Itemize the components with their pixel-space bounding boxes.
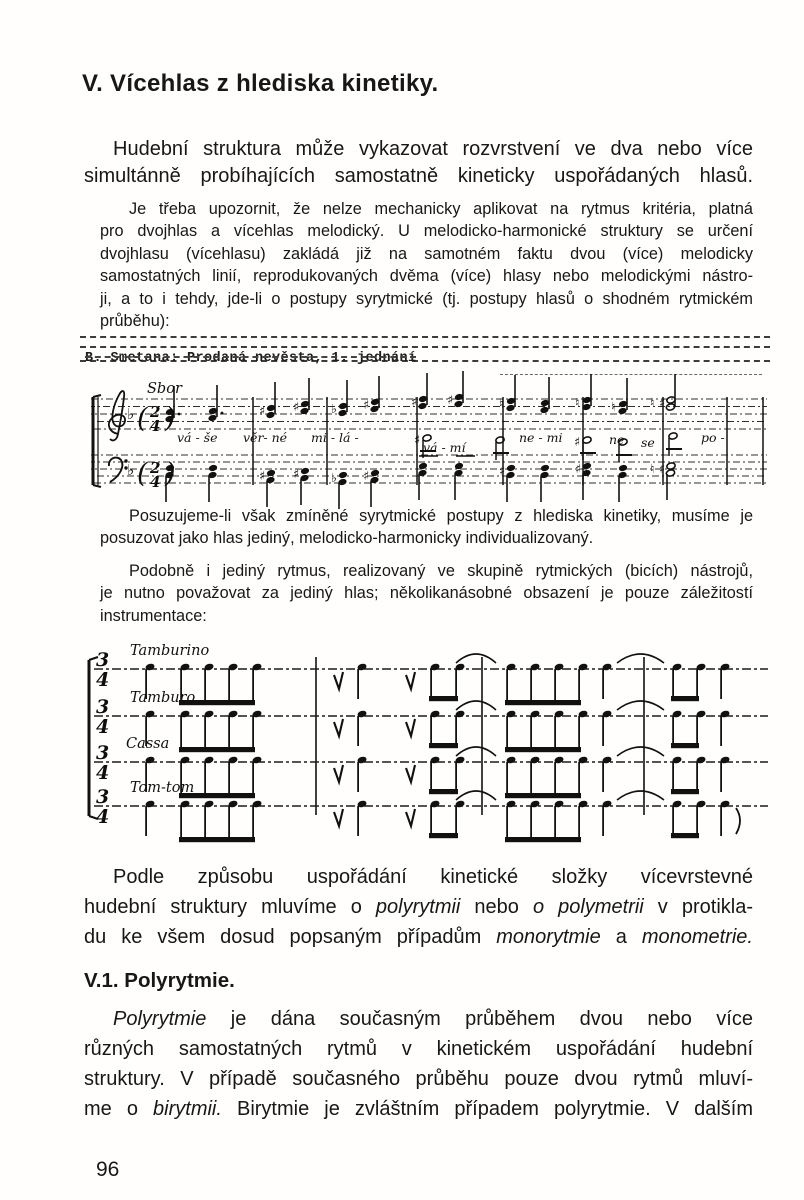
notation-glyph [666, 403, 676, 411]
tie-arc [456, 791, 496, 800]
notation-glyph [671, 696, 699, 701]
notation-glyph [93, 395, 101, 397]
accidental-icon: ♯ [575, 461, 582, 476]
notation-glyph [93, 485, 101, 487]
notation-glyph [429, 696, 458, 701]
accidental-icon: ♯ [574, 434, 581, 449]
paragraph [100, 505, 753, 550]
eighth-rest-icon [406, 719, 415, 736]
chapter-heading: V. Vícehlas z hlediska kinetiky. [82, 70, 439, 97]
text-line: ji, a to i tehdy, jde-li o postupy syrytmické (tj. postupy hlasů o shodném rytmickém [100, 289, 753, 308]
tie-arc [617, 654, 664, 663]
lyric: po - [701, 430, 725, 445]
notation-glyph [505, 793, 581, 798]
notation-glyph [506, 404, 516, 412]
text-line: Podobně i jediný rytmus, realizovaný ve skupině rytmických (bicích) nástrojů, [129, 562, 753, 580]
text-line: simultánně probíhajících samostatně kineticky uspořádaných hlasů. [84, 165, 753, 187]
accidental-icon: ♯ [499, 463, 506, 478]
notation-glyph [454, 400, 464, 408]
tie-arc [456, 701, 496, 710]
figure-caption: B. Smetana: Prodaná nevěsta, 1. jednání [85, 351, 417, 366]
accidental-icon: ♮ [650, 395, 655, 410]
notation-glyph [429, 833, 458, 838]
text-line: Posuzujeme-li však zmíněné syrytmické postupy z hlediska kinetiky, musíme je [129, 507, 753, 525]
accidental-icon: ♯ [293, 399, 300, 414]
time-signature-paren: ( [137, 403, 148, 434]
notation-glyph [208, 414, 218, 422]
accidental-icon: ♯ [363, 397, 370, 412]
instrument-label: Tamburo [130, 690, 196, 706]
text-line: pro dvojhlas a vícehlas melodický. U melodicko-harmonické struktury se určení [100, 222, 753, 241]
notation-glyph [429, 743, 458, 748]
accidental-icon: ♭ [331, 470, 337, 485]
lyric: vá - še [177, 430, 218, 445]
notation-glyph [505, 700, 581, 705]
accidental-icon: ♮ [611, 399, 616, 414]
page-number: 96 [96, 1158, 120, 1181]
notation-glyph [671, 743, 699, 748]
notation-glyph [618, 464, 628, 472]
paragraph-note [100, 198, 753, 332]
notation-glyph [736, 808, 740, 834]
time-signature-paren: ( [137, 458, 148, 489]
accidental-icon: ♯ [411, 394, 418, 409]
accidental-icon: ♯ [659, 395, 666, 410]
lyric: se [641, 435, 655, 450]
notation-glyph [300, 467, 310, 475]
time-signature-numerator: 2 [150, 403, 161, 421]
lyric: mi - lá - [311, 430, 359, 445]
text-line: hudební struktury mluvíme o polyrytmii nebo o polymetrii v protikla- [84, 896, 754, 918]
notation-glyph [208, 464, 218, 472]
paragraph [100, 560, 753, 627]
eighth-rest-icon [334, 809, 343, 826]
tie-arc [617, 791, 664, 800]
accidental-icon: ♯ [659, 461, 666, 476]
text-line: různých samostatných rytmů v kinetickém uspořádání hudební [84, 1038, 753, 1060]
notation-glyph [429, 789, 458, 794]
eighth-rest-icon [406, 672, 415, 689]
time-signature-denominator: 4 [96, 669, 110, 691]
lyric: vá - mí [423, 440, 466, 455]
smetana-score-figure [75, 378, 775, 503]
percussion-rhythm-figure [78, 633, 778, 851]
text-line: dvojhlasu (vícehlasu) zakládá již na samotném faktu dvou (více) melodicky [100, 244, 753, 263]
paragraph [84, 1004, 753, 1124]
paragraph [84, 862, 753, 952]
notation-glyph [505, 837, 581, 842]
choir-label: Sbor [147, 381, 182, 397]
time-signature-paren: ) [165, 403, 176, 434]
lyric: ne - mi [519, 430, 563, 445]
flat-icon: ♭ [127, 405, 135, 423]
time-signature-denominator: 4 [96, 806, 110, 828]
rhythm-notes [145, 701, 731, 752]
notation-glyph [506, 464, 516, 472]
text-line: posuzovat jako hlas jediný, melodicko-harmonicky individualizovaný. [100, 529, 594, 548]
text-line: du ke všem dosud popsaným případům monorytmie a monometrie. [84, 926, 753, 948]
dashed-rule [80, 346, 770, 348]
text-line: Polyrytmie je dána současným průběhem dvou nebo více [113, 1008, 753, 1030]
accidental-icon: ♯ [447, 392, 454, 407]
lyric: věr- né [243, 430, 288, 445]
tie-arc [456, 747, 496, 756]
text-line: je nutno považovat za jediný hlas; několikanásobné obsazení je pouze záležitostí [100, 584, 753, 603]
notation-glyph [671, 833, 699, 838]
notation-glyph [179, 747, 255, 752]
accidental-icon: ♮ [650, 461, 655, 476]
notation-glyph [221, 412, 224, 415]
accidental-icon: ♮ [499, 396, 504, 411]
text-line: průběhu): [100, 312, 170, 331]
notation-glyph [179, 837, 255, 842]
time-signature-denominator: 4 [96, 762, 110, 784]
eighth-rest-icon [334, 765, 343, 782]
accidental-icon: ♯ [259, 403, 266, 418]
notation-glyph [540, 406, 550, 414]
text-line: samostatných linií, reprodukovaných dvěma (více) hlasy nebo melodickými nástro- [100, 267, 753, 286]
time-signature-paren: ) [165, 458, 176, 489]
section-heading: V.1. Polyrytmie. [84, 969, 235, 992]
flat-icon: ♭ [127, 461, 135, 479]
lyric: ne [609, 432, 625, 447]
text-line: Hudební struktura může vykazovat rozvrstvení ve dva nebo více [113, 138, 753, 160]
rhythm-notes [145, 654, 731, 705]
time-signature-numerator: 3 [96, 742, 110, 764]
time-signature-denominator: 4 [150, 417, 161, 435]
eighth-rest-icon [406, 765, 415, 782]
time-signature-denominator: 4 [150, 473, 161, 491]
dashed-rule [500, 374, 762, 375]
rhythm-notes [145, 791, 740, 842]
time-signature-numerator: 3 [96, 649, 110, 671]
accidental-icon: ♯ [259, 468, 266, 483]
eighth-rest-icon [334, 672, 343, 689]
notation-glyph [540, 464, 550, 472]
eighth-rest-icon [334, 719, 343, 736]
notation-glyph [418, 402, 428, 410]
notation-glyph [338, 409, 348, 417]
time-signature-numerator: 3 [96, 786, 110, 808]
tie-arc [617, 747, 664, 756]
accidental-icon: ♯ [414, 432, 421, 447]
text-line: Je třeba upozornit, že nelze mechanicky aplikovat na rytmus kritéria, platná [129, 200, 753, 218]
paragraph-intro [84, 136, 753, 190]
text-line: Podle způsobu uspořádání kinetické složky vícevrstevné [113, 866, 753, 888]
notation-glyph [338, 471, 348, 479]
time-signature-numerator: 3 [96, 696, 110, 718]
text-line: struktury. V případě současného průběhu pouze dvou rytmů mluví- [84, 1068, 753, 1090]
instrument-label: Tamburino [130, 643, 210, 659]
tie-arc [456, 654, 496, 663]
text-line: instrumentace: [100, 606, 207, 625]
instrument-label: Tom-tom [130, 780, 195, 796]
accidental-icon: ♯ [363, 468, 370, 483]
accidental-icon: ♯ [293, 466, 300, 481]
tie-arc [617, 701, 664, 710]
notation-glyph [178, 413, 181, 416]
dashed-rule [80, 336, 770, 338]
notation-glyph [505, 747, 581, 752]
time-signature-denominator: 4 [96, 716, 110, 738]
instrument-label: Cassa [126, 736, 170, 752]
notation-glyph [266, 411, 276, 419]
bass-clef-icon [109, 458, 122, 482]
notation-glyph [671, 789, 699, 794]
eighth-rest-icon [406, 809, 415, 826]
accidental-icon: ♭ [331, 401, 337, 416]
time-signature-numerator: 2 [150, 459, 161, 477]
accidental-icon: ♮ [575, 395, 580, 410]
text-line: me o birytmii. Birytmie je zvláštním případem polyrytmie. V dalším [84, 1098, 753, 1120]
